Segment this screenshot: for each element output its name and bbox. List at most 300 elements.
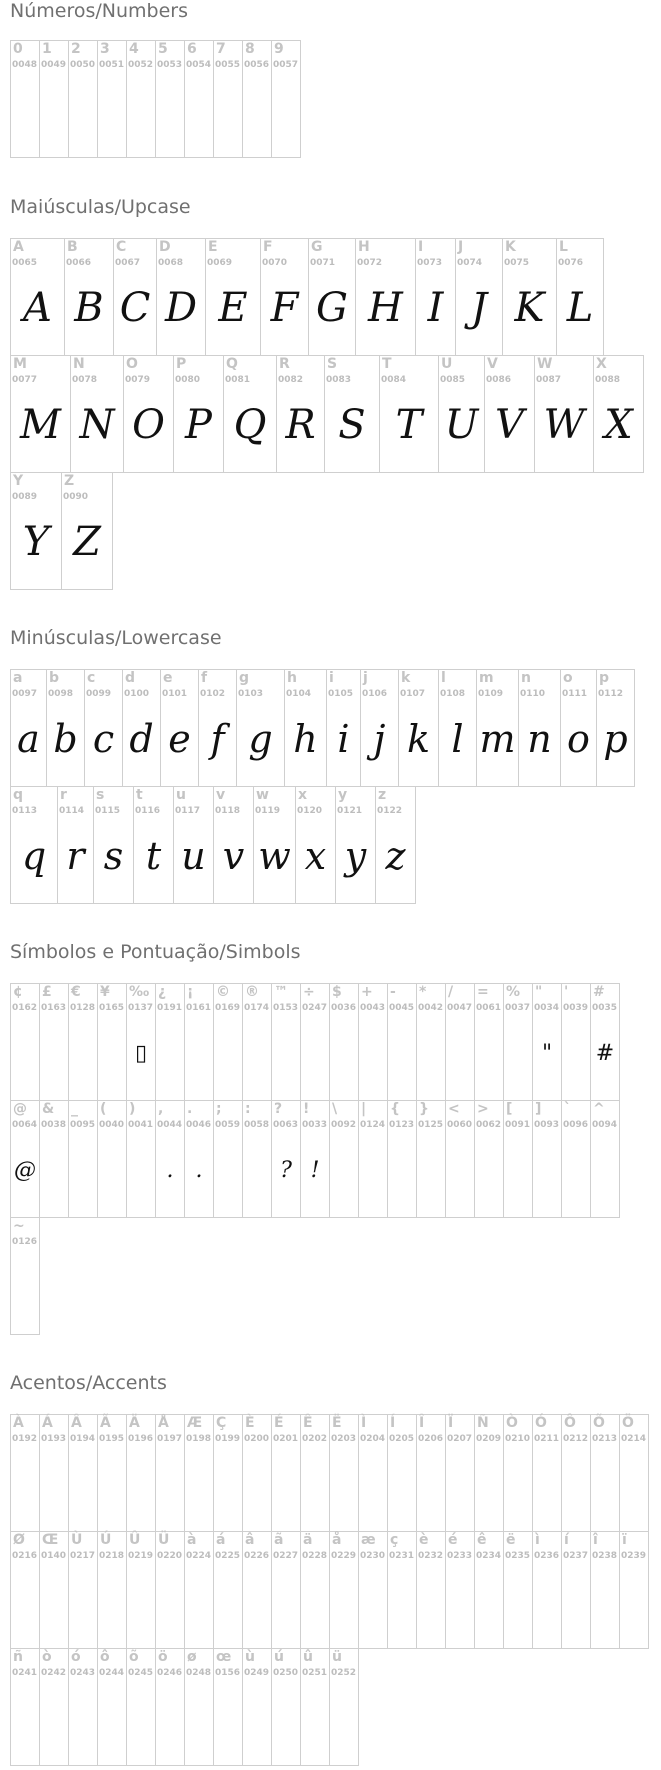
glyph-cell [205, 238, 261, 356]
glyph-sample [330, 1131, 358, 1209]
character-label: ™ [274, 984, 288, 1000]
character-code: 0064 [12, 1120, 38, 1130]
character-code: 0196 [128, 1434, 154, 1444]
glyph-cell [271, 1531, 301, 1649]
glyph-sample [40, 1445, 68, 1523]
glyph-cell [198, 669, 237, 787]
glyph-cell [213, 40, 243, 158]
glyph-sample [359, 1131, 387, 1209]
glyph-sample [446, 1014, 474, 1092]
glyph-cell [329, 1414, 359, 1532]
glyph-cell [242, 1414, 272, 1532]
glyph-sample: v [222, 834, 245, 878]
character-label: Ä [129, 1415, 140, 1431]
character-code: 0039 [563, 1003, 589, 1013]
character-code: 0225 [215, 1551, 241, 1561]
character-code: 0193 [41, 1434, 67, 1444]
character-code: 0034 [534, 1003, 560, 1013]
glyph-cell [534, 355, 594, 473]
character-label: Â [71, 1415, 82, 1431]
character-label: 4 [129, 41, 139, 57]
character-code: 0216 [12, 1551, 38, 1561]
glyph-sample [475, 1014, 503, 1092]
glyph-cell [126, 1531, 156, 1649]
character-code: 0069 [207, 258, 233, 268]
glyph-sample [475, 1131, 503, 1209]
character-label: A [13, 239, 24, 255]
character-label: ¿ [158, 984, 167, 1000]
character-label: l [441, 670, 446, 686]
glyph-cell [308, 238, 356, 356]
glyph-sample: k [406, 717, 431, 761]
glyph-cell [561, 1414, 591, 1532]
glyph-sample [533, 1562, 561, 1640]
glyph-cell [271, 983, 301, 1101]
glyph-sample: o [567, 717, 590, 761]
character-code: 0174 [244, 1003, 270, 1013]
glyph-cell [242, 1531, 272, 1649]
glyph-cell [329, 1100, 359, 1218]
glyph-sample [11, 1445, 39, 1523]
character-code: 0094 [592, 1120, 618, 1130]
character-code: 0198 [186, 1434, 212, 1444]
character-code: 0086 [486, 375, 512, 385]
character-label: Ù [71, 1532, 83, 1548]
glyph-cell [242, 40, 272, 158]
character-label: J [458, 239, 464, 255]
character-code: 0091 [505, 1120, 531, 1130]
character-label: Æ [187, 1415, 203, 1431]
character-label: O [126, 356, 138, 372]
glyph-cell [39, 1531, 69, 1649]
character-label: & [42, 1101, 55, 1117]
glyph-sample [330, 1014, 358, 1092]
glyph-sample: K [514, 285, 545, 331]
glyph-cell [329, 1648, 359, 1766]
glyph-sample [388, 1562, 416, 1640]
glyph-sample [185, 1445, 213, 1523]
glyph-sample [98, 1562, 126, 1640]
glyph-cell [213, 786, 254, 904]
character-label: 7 [216, 41, 226, 57]
glyph-cell [39, 983, 69, 1101]
glyph-sample [330, 1562, 358, 1640]
character-code: 0042 [418, 1003, 444, 1013]
glyph-cell [160, 669, 199, 787]
character-label: w [256, 787, 269, 803]
glyph-sample [272, 1562, 300, 1640]
glyph-cell [619, 1531, 649, 1649]
glyph-cell [593, 355, 644, 473]
character-label: | [361, 1101, 367, 1117]
character-label: ; [216, 1101, 222, 1117]
character-label: ë [506, 1532, 516, 1548]
glyph-cell [387, 1100, 417, 1218]
character-code: 0207 [447, 1434, 473, 1444]
glyph-cell [271, 1100, 301, 1218]
glyph-cell [329, 983, 359, 1101]
glyph-sample [301, 1679, 329, 1757]
glyph-sample: M [20, 402, 61, 448]
character-code: 0245 [128, 1668, 154, 1678]
character-label: ò [42, 1649, 52, 1665]
character-label: x [298, 787, 308, 803]
glyph-sample: . [195, 1157, 203, 1183]
character-code: 0204 [360, 1434, 386, 1444]
character-code: 0068 [158, 258, 184, 268]
character-label: Ñ [477, 1415, 489, 1431]
glyph-sample [214, 1131, 242, 1209]
character-code: 0203 [331, 1434, 357, 1444]
character-label: N [73, 356, 85, 372]
glyph-sample [272, 1445, 300, 1523]
character-code: 0117 [175, 806, 201, 816]
character-code: 0054 [186, 60, 212, 70]
character-label: W [537, 356, 553, 372]
glyph-sample [330, 1679, 358, 1757]
character-label: ú [274, 1649, 284, 1665]
character-label: £ [42, 984, 52, 1000]
character-label: ) [129, 1101, 136, 1117]
character-code: 0120 [297, 806, 323, 816]
character-code: 0109 [478, 689, 504, 699]
glyph-cell [126, 1100, 156, 1218]
glyph-sample: r [66, 834, 85, 878]
glyph-cell [445, 983, 475, 1101]
character-code: 0224 [186, 1551, 212, 1561]
character-label: Í [390, 1415, 396, 1431]
glyph-sample [11, 1248, 39, 1326]
glyph-cell [10, 1531, 40, 1649]
section-title: Minúsculas/Lowercase [10, 627, 222, 649]
glyph-cell [10, 1100, 40, 1218]
character-label: € [71, 984, 81, 1000]
glyph-cell [502, 238, 557, 356]
character-label: y [338, 787, 348, 803]
character-label: æ [361, 1532, 376, 1548]
character-label: ^ [593, 1101, 605, 1117]
glyph-cell [10, 1648, 40, 1766]
character-label: Ó [535, 1415, 547, 1431]
character-label: © [216, 984, 230, 1000]
character-label: ¡ [187, 984, 194, 1000]
glyph-cell [242, 1648, 272, 1766]
glyph-cell [326, 669, 361, 787]
character-code: 0049 [41, 60, 67, 70]
glyph-cell [68, 983, 98, 1101]
glyph-cell [358, 983, 388, 1101]
glyph-cell [445, 1531, 475, 1649]
glyph-sample [127, 1679, 155, 1757]
glyph-cell [97, 40, 127, 158]
character-code: 0140 [41, 1551, 67, 1561]
glyph-sample: p [603, 717, 628, 761]
character-label: L [559, 239, 568, 255]
glyph-cell [300, 983, 330, 1101]
character-label: U [441, 356, 453, 372]
character-code: 0079 [125, 375, 151, 385]
glyph-cell [10, 472, 62, 590]
glyph-sample [301, 1445, 329, 1523]
character-label: g [239, 670, 250, 686]
glyph-sample: l [451, 717, 464, 761]
glyph-cell [474, 1100, 504, 1218]
glyph-sample: R [285, 402, 316, 448]
character-label: ? [274, 1101, 283, 1117]
character-code: 0087 [536, 375, 562, 385]
character-code: 0108 [440, 689, 466, 699]
character-label: z [378, 787, 387, 803]
character-code: 0078 [72, 375, 98, 385]
glyph-sample [446, 1131, 474, 1209]
character-code: 0126 [12, 1237, 38, 1247]
glyph-cell [271, 40, 301, 158]
character-code: 0097 [12, 689, 38, 699]
character-label: i [329, 670, 334, 686]
character-label: v [216, 787, 226, 803]
glyph-cell [155, 40, 185, 158]
character-code: 0123 [389, 1120, 415, 1130]
character-code: 0212 [563, 1434, 589, 1444]
glyph-cell [155, 1531, 185, 1649]
character-code: 0156 [215, 1668, 241, 1678]
glyph-sample [69, 1562, 97, 1640]
character-code: 0092 [331, 1120, 357, 1130]
character-label: Ô [564, 1415, 576, 1431]
character-code: 0048 [12, 60, 38, 70]
character-code: 0201 [273, 1434, 299, 1444]
character-label: c [87, 670, 96, 686]
glyph-cell [438, 355, 485, 473]
character-label: Y [13, 473, 24, 489]
character-label: à [187, 1532, 197, 1548]
character-label: 5 [158, 41, 168, 57]
glyph-sample: t [145, 834, 162, 878]
glyph-cell [561, 1100, 591, 1218]
glyph-sample: Z [73, 519, 101, 565]
glyph-cell [474, 1414, 504, 1532]
character-code: 0247 [302, 1003, 328, 1013]
character-label: * [419, 984, 427, 1000]
character-label: V [487, 356, 498, 372]
character-code: 0098 [48, 689, 74, 699]
glyph-cell [561, 1531, 591, 1649]
glyph-sample [11, 1014, 39, 1092]
glyph-cell [184, 1531, 214, 1649]
character-label: Ç [216, 1415, 227, 1431]
glyph-cell [300, 1648, 330, 1766]
character-code: 0205 [389, 1434, 415, 1444]
character-code: 0122 [377, 806, 403, 816]
glyph-sample [127, 71, 155, 149]
character-code: 0226 [244, 1551, 270, 1561]
glyph-sample: # [595, 1040, 615, 1066]
glyph-cell [532, 983, 562, 1101]
character-label: = [477, 984, 489, 1000]
character-code: 0043 [360, 1003, 386, 1013]
glyph-cell [590, 1414, 620, 1532]
glyph-cell [358, 1414, 388, 1532]
character-label: a [13, 670, 23, 686]
character-label: ó [71, 1649, 81, 1665]
character-code: 0063 [273, 1120, 299, 1130]
glyph-sample [11, 1679, 39, 1757]
character-label: Û [129, 1532, 141, 1548]
character-code: 0153 [273, 1003, 299, 1013]
glyph-cell [532, 1414, 562, 1532]
glyph-sample [562, 1445, 590, 1523]
character-label: ! [303, 1101, 310, 1117]
glyph-cell [97, 983, 127, 1101]
glyph-cell [560, 669, 597, 787]
glyph-cell [242, 983, 272, 1101]
character-code: 0251 [302, 1668, 328, 1678]
glyph-cell [236, 669, 285, 787]
character-code: 0227 [273, 1551, 299, 1561]
character-label: < [448, 1101, 460, 1117]
character-label: á [216, 1532, 226, 1548]
glyph-sample [388, 1131, 416, 1209]
glyph-sample [301, 1014, 329, 1092]
glyph-cell [184, 1414, 214, 1532]
character-code: 0040 [99, 1120, 125, 1130]
character-label: ø [187, 1649, 197, 1665]
glyph-cell [300, 1531, 330, 1649]
character-label: ¢ [13, 984, 23, 1000]
glyph-cell [242, 1100, 272, 1218]
character-code: 0191 [157, 1003, 183, 1013]
glyph-sample [504, 1014, 532, 1092]
glyph-sample [214, 1562, 242, 1640]
character-code: 0230 [360, 1551, 386, 1561]
glyph-sample [243, 1131, 271, 1209]
glyph-sample [40, 71, 68, 149]
character-label: Õ [593, 1415, 605, 1431]
glyph-cell [10, 669, 47, 787]
character-label: ' [564, 984, 569, 1000]
character-code: 0072 [357, 258, 383, 268]
glyph-sample [156, 1679, 184, 1757]
glyph-cell [300, 1100, 330, 1218]
glyph-sample [69, 1131, 97, 1209]
character-label: ü [332, 1649, 342, 1665]
character-code: 0231 [389, 1551, 415, 1561]
glyph-sample: g [248, 717, 273, 761]
character-code: 0211 [534, 1434, 560, 1444]
glyph-cell [184, 1648, 214, 1766]
glyph-sample [620, 1562, 648, 1640]
glyph-sample: B [74, 285, 104, 331]
character-code: 0202 [302, 1434, 328, 1444]
glyph-sample [591, 1445, 619, 1523]
glyph-sample [533, 1131, 561, 1209]
character-label: M [13, 356, 27, 372]
glyph-cell [360, 669, 399, 787]
glyph-sample [214, 1445, 242, 1523]
character-code: 0095 [70, 1120, 96, 1130]
character-label: ô [100, 1649, 110, 1665]
character-label: P [176, 356, 187, 372]
glyph-cell [416, 1531, 446, 1649]
glyph-cell [213, 983, 243, 1101]
glyph-cell [335, 786, 376, 904]
character-label: Ê [303, 1415, 313, 1431]
glyph-cell [126, 1414, 156, 1532]
character-code: 0058 [244, 1120, 270, 1130]
character-code: 0041 [128, 1120, 154, 1130]
character-code: 0057 [273, 60, 299, 70]
glyph-sample: I [427, 285, 444, 331]
character-label: â [245, 1532, 255, 1548]
character-code: 0084 [381, 375, 407, 385]
character-label: I [418, 239, 424, 255]
character-label: R [279, 356, 290, 372]
character-label: ï [622, 1532, 627, 1548]
glyph-cell [276, 355, 325, 473]
glyph-sample [359, 1562, 387, 1640]
character-label: 6 [187, 41, 197, 57]
glyph-sample [359, 1445, 387, 1523]
glyph-sample [127, 1131, 155, 1209]
character-code: 0192 [12, 1434, 38, 1444]
character-code: 0163 [41, 1003, 67, 1013]
glyph-sample: H [368, 285, 403, 331]
character-label: + [361, 984, 373, 1000]
glyph-sample [417, 1131, 445, 1209]
glyph-cell [97, 1414, 127, 1532]
character-code: 0218 [99, 1551, 125, 1561]
glyph-sample [98, 71, 126, 149]
character-label: D [159, 239, 171, 255]
character-label: Å [158, 1415, 169, 1431]
character-label: t [136, 787, 143, 803]
glyph-sample [185, 1679, 213, 1757]
glyph-sample [504, 1562, 532, 1640]
character-code: 0056 [244, 60, 270, 70]
glyph-sample: S [338, 402, 366, 448]
glyph-cell [260, 238, 309, 356]
glyph-sample: J [470, 285, 488, 331]
character-code: 0236 [534, 1551, 560, 1561]
character-code: 0206 [418, 1434, 444, 1444]
character-label: o [563, 670, 573, 686]
character-label: { [390, 1101, 400, 1117]
glyph-cell [133, 786, 174, 904]
section-title: Maiúsculas/Upcase [10, 196, 191, 218]
character-code: 0250 [273, 1668, 299, 1678]
character-label: . [187, 1101, 193, 1117]
glyph-sample [591, 1562, 619, 1640]
character-label: h [287, 670, 297, 686]
character-label: È [245, 1415, 255, 1431]
character-code: 0070 [262, 258, 288, 268]
glyph-sample: x [304, 834, 327, 878]
character-label: ä [303, 1532, 313, 1548]
glyph-sample [272, 1679, 300, 1757]
glyph-sample [446, 1562, 474, 1640]
glyph-sample: s [103, 834, 124, 878]
character-code: 0052 [128, 60, 154, 70]
character-label: d [125, 670, 136, 686]
character-label: û [303, 1649, 313, 1665]
character-label: ÷ [303, 984, 315, 1000]
character-label: / [448, 984, 454, 1000]
glyph-cell [329, 1531, 359, 1649]
character-label: Ï [448, 1415, 454, 1431]
character-code: 0073 [417, 258, 443, 268]
character-code: 0234 [476, 1551, 502, 1561]
character-label: 1 [42, 41, 52, 57]
